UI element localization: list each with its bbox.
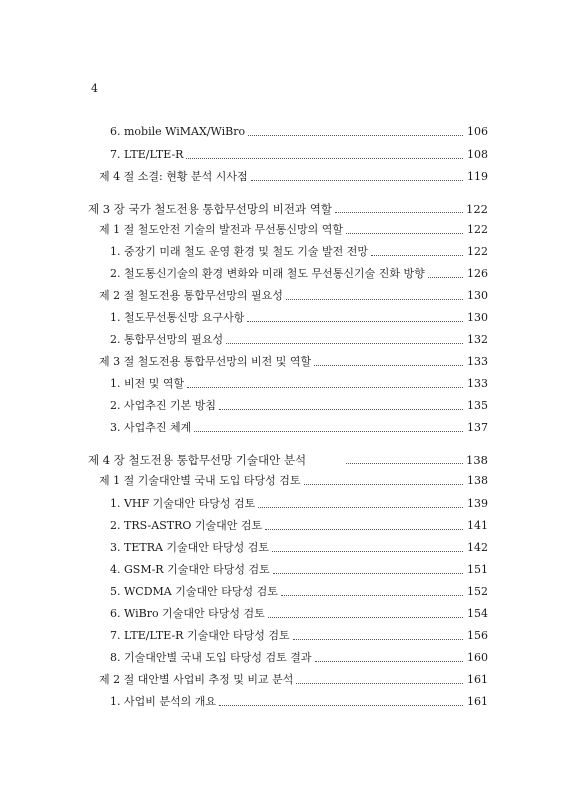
- toc-entry-label: 제 4 장 철도전용 통합무선망 기술대안 분석: [88, 453, 307, 467]
- toc-entry-label: 7. LTE/LTE-R 기술대안 타당성 검토: [110, 629, 290, 642]
- toc-entry-label: 1. 사업비 분석의 개요: [110, 695, 216, 708]
- toc-leader-dots: [293, 639, 463, 640]
- toc-entry-page: 132: [467, 333, 488, 346]
- toc-entry: [110, 244, 488, 260]
- toc-entry: [110, 376, 488, 392]
- toc-entry-label: 3. TETRA 기술대안 타당성 검토: [110, 541, 270, 554]
- toc-leader-dots: [371, 255, 463, 256]
- toc-entry: [99, 672, 488, 688]
- toc-entry-page: 141: [467, 519, 488, 532]
- toc-entry-label: 2. 철도통신기술의 환경 변화와 미래 철도 무선통신기술 진화 방향: [110, 267, 425, 280]
- toc-entry: [110, 124, 488, 140]
- toc-leader-dots: [219, 705, 463, 706]
- toc-entry-label: 1. 비전 및 역할: [110, 377, 185, 390]
- toc-leader-dots: [194, 431, 463, 432]
- toc-entry-page: 119: [467, 170, 488, 183]
- toc-leader-dots: [304, 484, 464, 485]
- toc-entry-label: 6. WiBro 기술대안 타당성 검토: [110, 607, 265, 620]
- toc-leader-dots: [346, 463, 463, 464]
- toc-entry: [88, 201, 488, 217]
- page-number: 4: [91, 82, 98, 95]
- toc-entry: [110, 606, 488, 622]
- toc-leader-dots: [268, 617, 463, 618]
- toc-entry-label: 2. 사업추진 기본 방침: [110, 399, 216, 412]
- toc-entry: [110, 694, 488, 710]
- toc-entry-label: 2. 통합무선망의 필요성: [110, 333, 224, 346]
- toc-leader-dots: [428, 277, 463, 278]
- toc-leader-dots: [335, 212, 463, 213]
- toc-leader-dots: [273, 573, 463, 574]
- toc-entry-page: 130: [467, 289, 488, 302]
- toc-leader-dots: [314, 365, 463, 366]
- toc-entry-page: 106: [467, 125, 488, 138]
- toc-entry-page: 139: [467, 497, 488, 510]
- toc-entry: [110, 332, 488, 348]
- toc-entry: [110, 628, 488, 644]
- toc-entry-label: 4. GSM-R 기술대안 타당성 검토: [110, 563, 270, 576]
- toc-entry: [110, 496, 488, 512]
- toc-entry-page: 122: [467, 245, 488, 258]
- toc-entry-page: 122: [467, 223, 488, 236]
- toc-entry: [99, 169, 488, 185]
- toc-leader-dots: [248, 135, 463, 136]
- toc-leader-dots: [281, 595, 463, 596]
- toc-entry: [99, 354, 488, 370]
- toc-entry-label: 6. mobile WiMAX/WiBro: [110, 125, 246, 138]
- toc-entry: [110, 147, 488, 163]
- toc-entry-page: 133: [467, 355, 488, 368]
- toc-entry-label: 7. LTE/LTE-R: [110, 148, 184, 161]
- toc-entry-label: 제 1 절 철도안전 기술의 발전과 무선통신망의 역할: [99, 223, 343, 236]
- toc-entry-label: 5. WCDMA 기술대안 타당성 검토: [110, 585, 278, 598]
- toc-entry-page: 138: [467, 474, 488, 487]
- toc-entry: [110, 420, 488, 436]
- toc-entry-label: 제 2 절 철도전용 통합무선망의 필요성: [99, 289, 283, 302]
- toc-leader-dots: [186, 158, 463, 159]
- toc-entry: [110, 650, 488, 666]
- toc-entry-page: 135: [467, 399, 488, 412]
- toc-entry-page: 154: [467, 607, 488, 620]
- toc-entry-page: 138: [466, 453, 488, 467]
- toc-leader-dots: [258, 507, 463, 508]
- toc-entry-page: 133: [467, 377, 488, 390]
- toc-entry: [110, 518, 488, 534]
- toc-entry-label: 1. 중장기 미래 철도 운영 환경 및 철도 기술 발전 전망: [110, 245, 368, 258]
- toc-leader-dots: [265, 529, 463, 530]
- toc-entry: [99, 473, 488, 489]
- toc-entry: [99, 222, 488, 238]
- toc-entry-page: 160: [467, 651, 488, 664]
- toc-leader-dots: [187, 387, 463, 388]
- toc-leader-dots: [346, 233, 463, 234]
- toc-leader-dots: [247, 321, 463, 322]
- toc-entry-page: 137: [467, 421, 488, 434]
- toc-entry-page: 161: [467, 695, 488, 708]
- toc-leader-dots: [296, 683, 463, 684]
- toc-entry: [99, 288, 488, 304]
- toc-entry-page: 156: [467, 629, 488, 642]
- toc-entry: [88, 452, 488, 468]
- toc-entry-page: 152: [467, 585, 488, 598]
- toc-entry-label: 2. TRS-ASTRO 기술대안 검토: [110, 519, 263, 532]
- toc-leader-dots: [219, 409, 463, 410]
- toc-entry-label: 1. VHF 기술대안 타당성 검토: [110, 497, 256, 510]
- toc-entry-label: 8. 기술대안별 국내 도입 타당성 검토 결과: [110, 651, 312, 664]
- toc-entry: [110, 562, 488, 578]
- toc-entry: [110, 310, 488, 326]
- toc-entry-page: 142: [467, 541, 488, 554]
- toc-entry-label: 제 3 절 철도전용 통합무선망의 비전 및 역할: [99, 355, 312, 368]
- toc-entry-label: 3. 사업추진 체계: [110, 421, 192, 434]
- toc-leader-dots: [251, 180, 463, 181]
- toc-entry-label: 제 4 절 소결: 현황 분석 시사점: [99, 170, 248, 183]
- toc-entry-page: 151: [467, 563, 488, 576]
- toc-entry-page: 122: [466, 202, 488, 216]
- toc-entry-page: 108: [467, 148, 488, 161]
- toc-entry-label: 제 2 절 대안별 사업비 추정 및 비교 분석: [99, 673, 294, 686]
- toc-entry-label: 제 3 장 국가 철도전용 통합무선망의 비전과 역할: [88, 202, 332, 216]
- toc-entry: [110, 540, 488, 556]
- toc-entry: [110, 398, 488, 414]
- toc-entry: [110, 584, 488, 600]
- toc-leader-dots: [226, 343, 463, 344]
- toc-entry-page: 126: [467, 267, 488, 280]
- toc-leader-dots: [272, 551, 463, 552]
- toc-entry: [110, 266, 488, 282]
- toc-leader-dots: [286, 299, 463, 300]
- toc-entry-label: 제 1 절 기술대안별 국내 도입 타당성 검토: [99, 474, 301, 487]
- toc-entry-page: 130: [467, 311, 488, 324]
- toc-entry-label: 1. 철도무선통신망 요구사항: [110, 311, 245, 324]
- toc-entry-page: 161: [467, 673, 488, 686]
- toc-leader-dots: [315, 661, 464, 662]
